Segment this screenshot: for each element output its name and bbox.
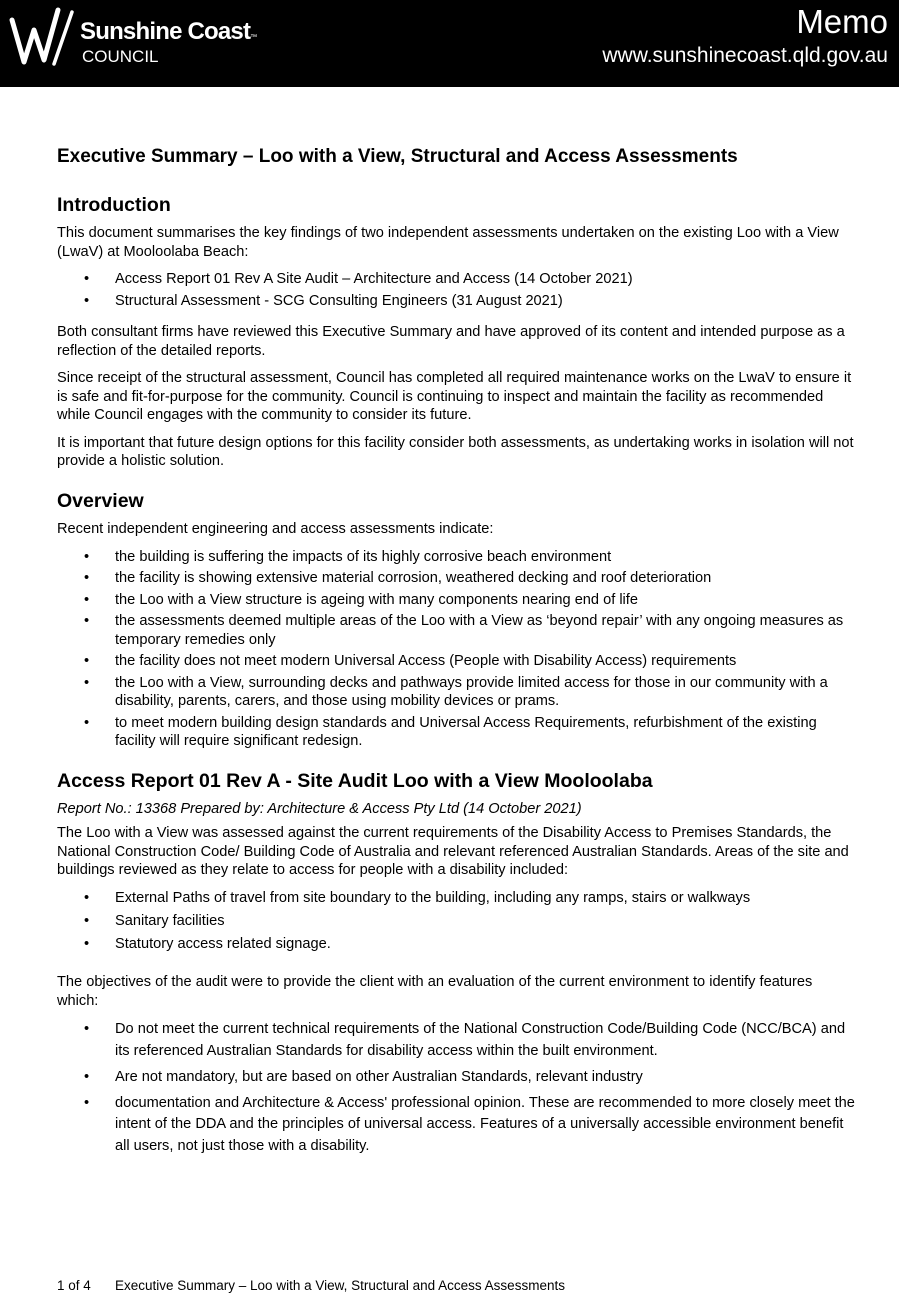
- overview-lead: Recent independent engineering and access assessments indicate:: [57, 521, 494, 537]
- introduction-paragraph: It is important that future design options for this facility consider both assessments, as undertaking works in isolation will not provide a holistic solution.: [57, 434, 854, 470]
- bullet-icon: •: [84, 1021, 90, 1038]
- logo-subtitle: COUNCIL: [82, 47, 159, 66]
- audit-objectives-list: [57, 1019, 857, 1157]
- introduction-list: [57, 270, 857, 310]
- access-report-paragraph: The objectives of the audit were to provide the client with an evaluation of the current environment to identify features which:: [57, 974, 813, 1009]
- bullet-icon: •: [84, 1094, 90, 1111]
- logo-name: Sunshine Coast™: [80, 18, 258, 45]
- bullet-icon: •: [84, 548, 90, 565]
- list-item: • the facility does not meet modern Universal Access (People with Disability Access) requirements: [84, 653, 737, 669]
- memo-title: Memo: [796, 3, 888, 40]
- bullet-icon: •: [84, 613, 90, 629]
- list-item: • documentation and Architecture & Access' professional opinion. These are recommended to more closely meet the intent of the DDA and the principles of universal access. Features of a universally accessible environment benefit all users, not just those with a disability.: [84, 1094, 855, 1154]
- overview-heading: Overview: [57, 489, 144, 512]
- memo-header: [0, 0, 899, 87]
- report-reference: Report No.: 13368 Prepared by: Architecture & Access Pty Ltd (14 October 2021): [57, 800, 582, 817]
- list-item: • External Paths of travel from site boundary to the building, including any ramps, stairs or walkways: [84, 889, 751, 906]
- bullet-icon: •: [84, 674, 90, 691]
- list-item: • the assessments deemed multiple areas of the Loo with a View as ‘beyond repair’ with any ongoing measures as temporary remedies only: [84, 613, 844, 648]
- bullet-icon: •: [84, 591, 90, 608]
- bullet-icon: •: [84, 912, 90, 929]
- access-report-section: [57, 769, 857, 1158]
- bullet-icon: •: [84, 889, 90, 906]
- footer-title: Executive Summary – Loo with a View, Structural and Access Assessments: [115, 1278, 565, 1293]
- overview-section: [57, 489, 857, 751]
- bullet-icon: •: [84, 1068, 90, 1085]
- list-item: • the Loo with a View structure is ageing with many components nearing end of life: [84, 591, 638, 608]
- page-number: 1 of 4: [57, 1278, 91, 1293]
- list-item: • Sanitary facilities: [84, 912, 225, 929]
- document-body: [57, 145, 857, 1175]
- bullet-icon: •: [84, 935, 90, 952]
- bullet-icon: •: [84, 271, 90, 288]
- council-website: www.sunshinecoast.qld.gov.au: [602, 44, 888, 67]
- introduction-paragraph: Since receipt of the structural assessment, Council has completed all required maintenance works on the LwaV to ensure it is safe and fit-for-purpose for the community. Council is continuing to inspect and maintain the facility as recommended while Council engages with the community to consider its future.: [57, 370, 852, 424]
- reviewed-areas-list: [57, 889, 857, 954]
- council-logo-mark: [8, 2, 80, 66]
- list-item: • the Loo with a View, surrounding decks and pathways provide limited access for those in our community with a disability, parents, carers, and those using mobility devices or prams.: [84, 674, 828, 709]
- document-title: Executive Summary – Loo with a View, Structural and Access Assessments: [57, 146, 738, 167]
- list-item: • Do not meet the current technical requirements of the National Construction Code/Building Code (NCC/BCA) and its referenced Australian Standards for disability access within the built environment.: [84, 1021, 846, 1059]
- access-report-paragraph: The Loo with a View was assessed against the current requirements of the Disability Access to Premises Standards, the National Construction Code/ Building Code of Australia and relevant referenced Australian Standards. Areas of the site and buildings reviewed as they relate to access for people with a disability included:: [57, 825, 849, 879]
- bullet-icon: •: [84, 714, 90, 731]
- list-item: • Statutory access related signage.: [84, 935, 331, 952]
- overview-list: [57, 548, 857, 751]
- bullet-icon: •: [84, 292, 90, 309]
- list-item: • Access Report 01 Rev A Site Audit – Architecture and Access (14 October 2021): [84, 271, 633, 288]
- bullet-icon: •: [84, 570, 90, 586]
- introduction-paragraph: Both consultant firms have reviewed this Executive Summary and have approved of its content and intended purpose as a reflection of the detailed reports.: [57, 324, 845, 359]
- access-report-heading: Access Report 01 Rev A - Site Audit Loo with a View Mooloolaba: [57, 769, 653, 792]
- list-item: • the building is suffering the impacts of its highly corrosive beach environment: [84, 548, 612, 565]
- introduction-lead: This document summarises the key findings of two independent assessments undertaken on the existing Loo with a View (LwaV) at Mooloolaba Beach:: [57, 225, 839, 260]
- page-footer: [57, 1278, 565, 1293]
- list-item: • the facility is showing extensive material corrosion, weathered decking and roof deterioration: [84, 570, 712, 586]
- introduction-heading: Introduction: [57, 193, 171, 216]
- list-item: • Are not mandatory, but are based on other Australian Standards, relevant industry: [57, 1067, 857, 1089]
- council-logo: [8, 2, 308, 72]
- introduction-section: [57, 193, 857, 471]
- bullet-icon: •: [84, 653, 90, 669]
- list-item: • Structural Assessment - SCG Consulting Engineers (31 August 2021): [84, 292, 563, 309]
- list-item: • to meet modern building design standards and Universal Access Requirements, refurbishment of the existing facility will require significant redesign.: [84, 714, 817, 749]
